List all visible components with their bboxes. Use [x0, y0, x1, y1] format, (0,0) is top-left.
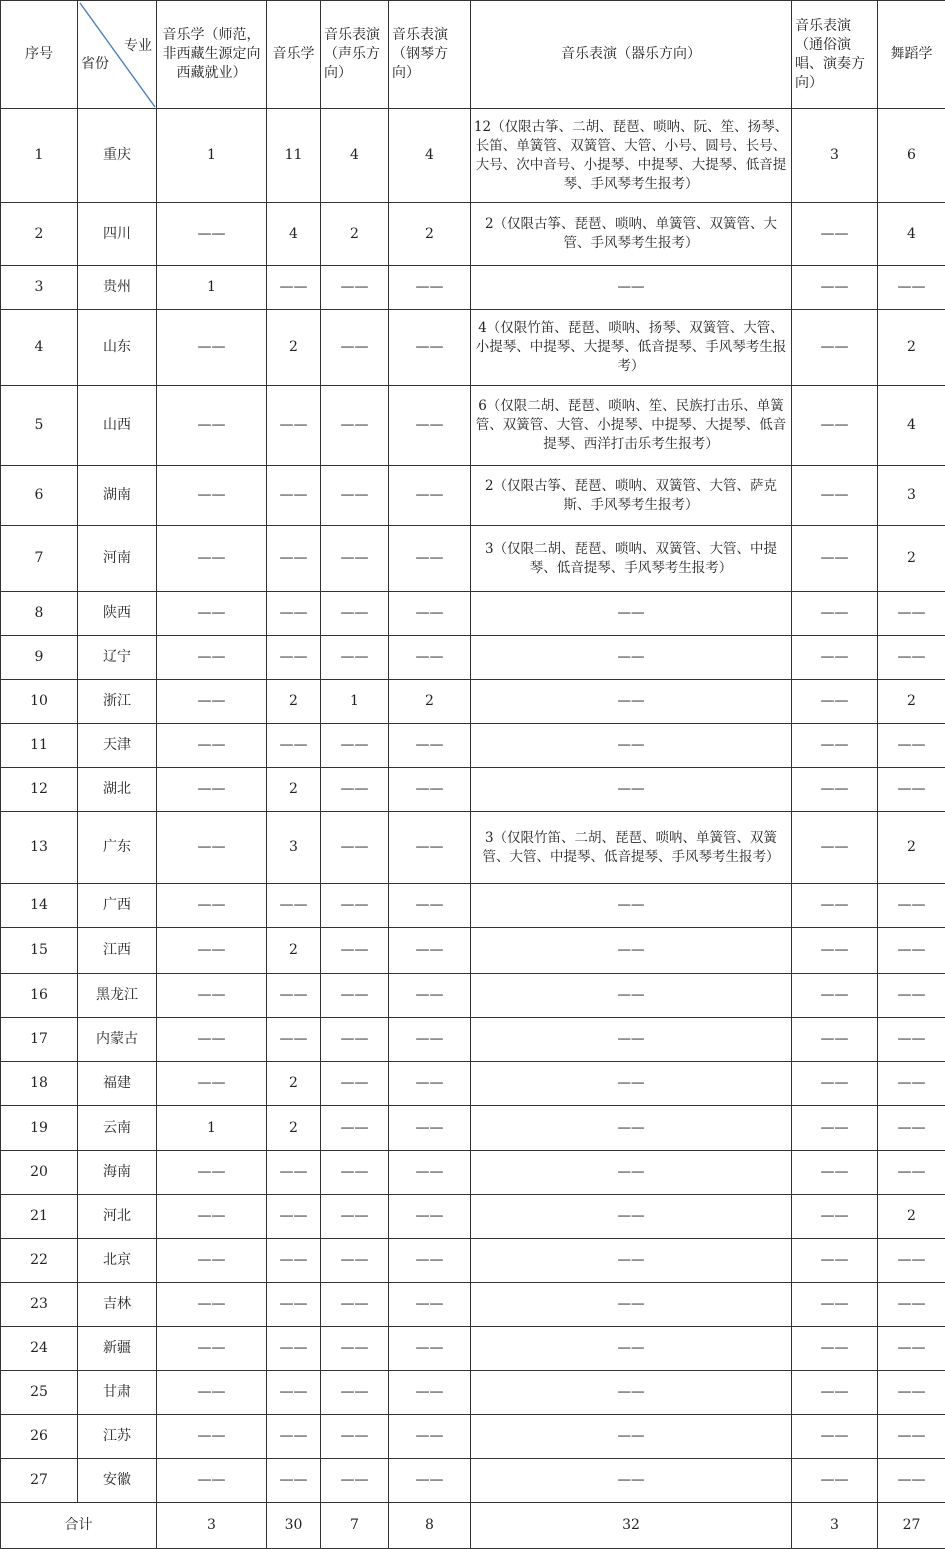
cell-teacher: ——: [157, 974, 267, 1018]
cell-teacher: 1: [157, 266, 267, 310]
cell-teacher: ——: [157, 526, 267, 592]
cell-seq: 8: [1, 592, 78, 636]
table-row: [1, 203, 945, 266]
table-row: [1, 724, 945, 768]
cell-teacher: 1: [157, 109, 267, 203]
cell-popular: 3: [792, 109, 878, 203]
cell-piano: ——: [389, 884, 471, 928]
cell-vocal: ——: [321, 928, 389, 974]
table-row: [1, 526, 945, 592]
cell-dance: 6: [878, 109, 945, 203]
cell-teacher: ——: [157, 1459, 267, 1503]
cell-instrument: ——: [471, 768, 792, 812]
cell-province: 黑龙江: [78, 974, 157, 1018]
cell-province: 陕西: [78, 592, 157, 636]
cell-instrument: 6（仅限二胡、琵琶、唢呐、笙、民族打击乐、单簧管、双簧管、大管、小提琴、中提琴、大提琴、低音提琴、西洋打击乐考生报考）: [471, 386, 792, 466]
cell-instrument: ——: [471, 266, 792, 310]
cell-instrument: 3（仅限二胡、琵琶、唢呐、双簧管、大管、中提琴、低音提琴、手风琴考生报考）: [471, 526, 792, 592]
cell-instrument: 2（仅限古筝、琵琶、唢呐、双簧管、大管、萨克斯、手风琴考生报考）: [471, 466, 792, 526]
cell-province: 山东: [78, 310, 157, 386]
cell-seq: 5: [1, 386, 78, 466]
cell-instrument: ——: [471, 1459, 792, 1503]
cell-piano: ——: [389, 724, 471, 768]
header-piano: 音乐表演（钢琴方向）: [389, 1, 471, 109]
cell-piano: ——: [389, 1459, 471, 1503]
total-row: [1, 1503, 945, 1549]
cell-musicology: ——: [267, 1018, 321, 1062]
cell-popular: ——: [792, 680, 878, 724]
cell-dance: 2: [878, 1195, 945, 1239]
total-instrument: 32: [471, 1503, 792, 1549]
table-row: [1, 466, 945, 526]
table-row: [1, 1371, 945, 1415]
cell-vocal: ——: [321, 1195, 389, 1239]
cell-piano: ——: [389, 466, 471, 526]
cell-piano: ——: [389, 266, 471, 310]
cell-instrument: ——: [471, 974, 792, 1018]
cell-province: 新疆: [78, 1327, 157, 1371]
cell-piano: ——: [389, 1195, 471, 1239]
cell-vocal: ——: [321, 526, 389, 592]
cell-piano: ——: [389, 1151, 471, 1195]
total-teacher: 3: [157, 1503, 267, 1549]
cell-popular: ——: [792, 812, 878, 884]
cell-seq: 10: [1, 680, 78, 724]
cell-teacher: ——: [157, 1283, 267, 1327]
cell-popular: ——: [792, 1106, 878, 1151]
cell-dance: 2: [878, 812, 945, 884]
cell-dance: ——: [878, 1283, 945, 1327]
cell-instrument: ——: [471, 1239, 792, 1283]
cell-dance: ——: [878, 1239, 945, 1283]
cell-vocal: ——: [321, 768, 389, 812]
cell-province: 北京: [78, 1239, 157, 1283]
cell-dance: ——: [878, 1459, 945, 1503]
cell-instrument: ——: [471, 928, 792, 974]
cell-dance: 2: [878, 526, 945, 592]
cell-teacher: ——: [157, 1018, 267, 1062]
cell-instrument: 3（仅限竹笛、二胡、琵琶、唢呐、单簧管、双簧管、大管、中提琴、低音提琴、手风琴考生报考）: [471, 812, 792, 884]
cell-seq: 16: [1, 974, 78, 1018]
cell-musicology: ——: [267, 466, 321, 526]
cell-piano: ——: [389, 1415, 471, 1459]
cell-vocal: ——: [321, 1106, 389, 1151]
cell-popular: ——: [792, 203, 878, 266]
cell-dance: 2: [878, 680, 945, 724]
header-vocal: 音乐表演（声乐方向）: [321, 1, 389, 109]
cell-popular: ——: [792, 310, 878, 386]
cell-seq: 11: [1, 724, 78, 768]
table-row: [1, 1327, 945, 1371]
cell-piano: ——: [389, 1327, 471, 1371]
cell-piano: ——: [389, 1018, 471, 1062]
cell-dance: ——: [878, 884, 945, 928]
cell-teacher: ——: [157, 1062, 267, 1106]
cell-instrument: 4（仅限竹笛、琵琶、唢呐、扬琴、双簧管、大管、小提琴、中提琴、大提琴、低音提琴、手风琴考生报考）: [471, 310, 792, 386]
table-row: [1, 1195, 945, 1239]
total-label: 合计: [1, 1503, 157, 1549]
cell-dance: ——: [878, 1415, 945, 1459]
cell-piano: ——: [389, 1371, 471, 1415]
cell-teacher: ——: [157, 1415, 267, 1459]
total-popular: 3: [792, 1503, 878, 1549]
cell-musicology: ——: [267, 1195, 321, 1239]
cell-instrument: ——: [471, 1327, 792, 1371]
cell-teacher: ——: [157, 386, 267, 466]
cell-dance: 2: [878, 310, 945, 386]
cell-musicology: ——: [267, 974, 321, 1018]
header-diagonal-cell: [78, 1, 157, 109]
cell-popular: ——: [792, 974, 878, 1018]
cell-teacher: ——: [157, 1371, 267, 1415]
cell-province: 贵州: [78, 266, 157, 310]
cell-musicology: ——: [267, 1415, 321, 1459]
cell-province: 河南: [78, 526, 157, 592]
header-province-label: 省份: [81, 55, 109, 74]
table-row: [1, 974, 945, 1018]
cell-musicology: ——: [267, 1151, 321, 1195]
cell-province: 江西: [78, 928, 157, 974]
table-row: [1, 1459, 945, 1503]
cell-popular: ——: [792, 768, 878, 812]
cell-popular: ——: [792, 1195, 878, 1239]
cell-vocal: ——: [321, 1371, 389, 1415]
cell-province: 吉林: [78, 1283, 157, 1327]
cell-dance: ——: [878, 1106, 945, 1151]
cell-seq: 15: [1, 928, 78, 974]
cell-dance: ——: [878, 1371, 945, 1415]
cell-musicology: 2: [267, 1106, 321, 1151]
cell-musicology: 3: [267, 812, 321, 884]
cell-seq: 1: [1, 109, 78, 203]
cell-vocal: 2: [321, 203, 389, 266]
table-row: [1, 1018, 945, 1062]
cell-province: 福建: [78, 1062, 157, 1106]
cell-instrument: ——: [471, 592, 792, 636]
cell-instrument: ——: [471, 1018, 792, 1062]
cell-seq: 3: [1, 266, 78, 310]
cell-vocal: ——: [321, 1459, 389, 1503]
cell-province: 天津: [78, 724, 157, 768]
header-instrument: 音乐表演（器乐方向）: [471, 1, 792, 109]
table-row: [1, 1415, 945, 1459]
cell-instrument: ——: [471, 1415, 792, 1459]
cell-instrument: 12（仅限古筝、二胡、琵琶、唢呐、阮、笙、扬琴、长笛、单簧管、双簧管、大管、小号、圆号、长号、大号、次中音号、小提琴、中提琴、大提琴、低音提琴、手风琴考生报考）: [471, 109, 792, 203]
cell-teacher: ——: [157, 310, 267, 386]
cell-teacher: 1: [157, 1106, 267, 1151]
cell-dance: 3: [878, 466, 945, 526]
cell-musicology: ——: [267, 724, 321, 768]
cell-dance: ——: [878, 636, 945, 680]
cell-seq: 27: [1, 1459, 78, 1503]
cell-musicology: 2: [267, 928, 321, 974]
cell-piano: 2: [389, 203, 471, 266]
header-row: [1, 1, 945, 109]
table-row: [1, 386, 945, 466]
cell-seq: 7: [1, 526, 78, 592]
cell-piano: ——: [389, 636, 471, 680]
cell-popular: ——: [792, 724, 878, 768]
cell-musicology: 2: [267, 680, 321, 724]
table-body: [1, 109, 945, 1503]
cell-popular: ——: [792, 1371, 878, 1415]
cell-musicology: ——: [267, 1371, 321, 1415]
cell-teacher: ——: [157, 768, 267, 812]
cell-musicology: ——: [267, 266, 321, 310]
cell-instrument: ——: [471, 1106, 792, 1151]
cell-vocal: ——: [321, 1239, 389, 1283]
cell-instrument: ——: [471, 1062, 792, 1106]
cell-province: 辽宁: [78, 636, 157, 680]
table-row: [1, 1283, 945, 1327]
cell-vocal: ——: [321, 724, 389, 768]
header-musicology: 音乐学: [267, 1, 321, 109]
table-row: [1, 680, 945, 724]
cell-popular: ——: [792, 1062, 878, 1106]
cell-piano: 4: [389, 109, 471, 203]
cell-province: 河北: [78, 1195, 157, 1239]
cell-dance: ——: [878, 1151, 945, 1195]
cell-popular: ——: [792, 526, 878, 592]
cell-musicology: ——: [267, 1239, 321, 1283]
cell-teacher: ——: [157, 884, 267, 928]
table-row: [1, 1151, 945, 1195]
cell-seq: 2: [1, 203, 78, 266]
cell-teacher: ——: [157, 1327, 267, 1371]
cell-vocal: 1: [321, 680, 389, 724]
cell-popular: ——: [792, 884, 878, 928]
cell-province: 四川: [78, 203, 157, 266]
cell-musicology: ——: [267, 884, 321, 928]
cell-instrument: ——: [471, 1195, 792, 1239]
cell-instrument: ——: [471, 680, 792, 724]
cell-dance: ——: [878, 768, 945, 812]
table-row: [1, 1106, 945, 1151]
cell-piano: ——: [389, 592, 471, 636]
cell-popular: ——: [792, 1459, 878, 1503]
cell-teacher: ——: [157, 466, 267, 526]
cell-seq: 18: [1, 1062, 78, 1106]
cell-musicology: ——: [267, 386, 321, 466]
table-row: [1, 928, 945, 974]
cell-seq: 13: [1, 812, 78, 884]
cell-seq: 26: [1, 1415, 78, 1459]
cell-teacher: ——: [157, 203, 267, 266]
cell-vocal: ——: [321, 884, 389, 928]
cell-popular: ——: [792, 1327, 878, 1371]
cell-dance: ——: [878, 974, 945, 1018]
cell-vocal: ——: [321, 1415, 389, 1459]
cell-province: 浙江: [78, 680, 157, 724]
cell-teacher: ——: [157, 1151, 267, 1195]
cell-vocal: ——: [321, 1062, 389, 1106]
table-row: [1, 1239, 945, 1283]
cell-seq: 25: [1, 1371, 78, 1415]
cell-teacher: ——: [157, 812, 267, 884]
cell-seq: 17: [1, 1018, 78, 1062]
cell-piano: ——: [389, 386, 471, 466]
cell-seq: 4: [1, 310, 78, 386]
cell-musicology: ——: [267, 1283, 321, 1327]
cell-instrument: ——: [471, 1151, 792, 1195]
cell-dance: ——: [878, 1018, 945, 1062]
cell-instrument: ——: [471, 1283, 792, 1327]
cell-musicology: 2: [267, 768, 321, 812]
cell-dance: ——: [878, 592, 945, 636]
cell-dance: 4: [878, 386, 945, 466]
cell-popular: ——: [792, 1018, 878, 1062]
cell-province: 山西: [78, 386, 157, 466]
cell-piano: ——: [389, 1106, 471, 1151]
cell-dance: ——: [878, 1062, 945, 1106]
cell-instrument: ——: [471, 1371, 792, 1415]
cell-piano: ——: [389, 1283, 471, 1327]
cell-province: 甘肃: [78, 1371, 157, 1415]
cell-teacher: ——: [157, 636, 267, 680]
table-row: [1, 1062, 945, 1106]
cell-teacher: ——: [157, 680, 267, 724]
cell-vocal: 4: [321, 109, 389, 203]
cell-dance: 4: [878, 203, 945, 266]
cell-province: 广西: [78, 884, 157, 928]
cell-musicology: ——: [267, 1327, 321, 1371]
cell-seq: 6: [1, 466, 78, 526]
cell-popular: ——: [792, 928, 878, 974]
cell-instrument: ——: [471, 636, 792, 680]
cell-piano: ——: [389, 812, 471, 884]
cell-piano: ——: [389, 310, 471, 386]
cell-teacher: ——: [157, 928, 267, 974]
cell-seq: 22: [1, 1239, 78, 1283]
cell-piano: ——: [389, 1062, 471, 1106]
header-seq: 序号: [1, 1, 78, 109]
header-dance: 舞蹈学: [878, 1, 945, 109]
header-music-teacher: 音乐学（师范，非西藏生源定向西藏就业）: [157, 1, 267, 109]
cell-seq: 12: [1, 768, 78, 812]
cell-province: 安徽: [78, 1459, 157, 1503]
cell-musicology: 4: [267, 203, 321, 266]
total-musicology: 30: [267, 1503, 321, 1549]
cell-vocal: ——: [321, 974, 389, 1018]
cell-musicology: ——: [267, 1459, 321, 1503]
cell-seq: 9: [1, 636, 78, 680]
cell-musicology: ——: [267, 592, 321, 636]
table-row: [1, 266, 945, 310]
cell-province: 海南: [78, 1151, 157, 1195]
cell-popular: ——: [792, 1151, 878, 1195]
cell-musicology: 2: [267, 310, 321, 386]
cell-piano: ——: [389, 974, 471, 1018]
cell-instrument: ——: [471, 884, 792, 928]
cell-piano: ——: [389, 526, 471, 592]
cell-piano: 2: [389, 680, 471, 724]
cell-teacher: ——: [157, 724, 267, 768]
cell-dance: ——: [878, 724, 945, 768]
cell-vocal: ——: [321, 466, 389, 526]
cell-musicology: ——: [267, 526, 321, 592]
cell-popular: ——: [792, 636, 878, 680]
table-row: [1, 592, 945, 636]
cell-musicology: 2: [267, 1062, 321, 1106]
table-row: [1, 310, 945, 386]
cell-popular: ——: [792, 592, 878, 636]
cell-province: 湖南: [78, 466, 157, 526]
cell-vocal: ——: [321, 266, 389, 310]
cell-seq: 14: [1, 884, 78, 928]
cell-dance: ——: [878, 1327, 945, 1371]
table-row: [1, 636, 945, 680]
cell-province: 内蒙古: [78, 1018, 157, 1062]
cell-musicology: ——: [267, 636, 321, 680]
cell-popular: ——: [792, 266, 878, 310]
table-row: [1, 884, 945, 928]
cell-teacher: ——: [157, 592, 267, 636]
cell-popular: ——: [792, 1283, 878, 1327]
cell-vocal: ——: [321, 386, 389, 466]
cell-province: 湖北: [78, 768, 157, 812]
cell-province: 广东: [78, 812, 157, 884]
cell-piano: ——: [389, 768, 471, 812]
cell-vocal: ——: [321, 636, 389, 680]
table-row: [1, 768, 945, 812]
cell-piano: ——: [389, 928, 471, 974]
cell-vocal: ——: [321, 1151, 389, 1195]
cell-seq: 23: [1, 1283, 78, 1327]
cell-vocal: ——: [321, 1327, 389, 1371]
cell-vocal: ——: [321, 592, 389, 636]
cell-vocal: ——: [321, 1018, 389, 1062]
cell-seq: 20: [1, 1151, 78, 1195]
cell-popular: ——: [792, 1239, 878, 1283]
table-row: [1, 812, 945, 884]
header-popular: 音乐表演（通俗演唱、演奏方向）: [792, 1, 878, 109]
cell-province: 江苏: [78, 1415, 157, 1459]
cell-popular: ——: [792, 386, 878, 466]
cell-teacher: ——: [157, 1239, 267, 1283]
cell-vocal: ——: [321, 310, 389, 386]
cell-seq: 24: [1, 1327, 78, 1371]
cell-dance: ——: [878, 266, 945, 310]
cell-vocal: ——: [321, 812, 389, 884]
cell-instrument: 2（仅限古筝、琵琶、唢呐、单簧管、双簧管、大管、手风琴考生报考）: [471, 203, 792, 266]
header-major-label: 专业: [124, 37, 152, 56]
total-dance: 27: [878, 1503, 945, 1549]
cell-dance: ——: [878, 928, 945, 974]
cell-musicology: 11: [267, 109, 321, 203]
cell-instrument: ——: [471, 724, 792, 768]
total-vocal: 7: [321, 1503, 389, 1549]
cell-seq: 21: [1, 1195, 78, 1239]
cell-piano: ——: [389, 1239, 471, 1283]
cell-popular: ——: [792, 1415, 878, 1459]
total-piano: 8: [389, 1503, 471, 1549]
table-row: [1, 109, 945, 203]
cell-province: 云南: [78, 1106, 157, 1151]
cell-teacher: ——: [157, 1195, 267, 1239]
cell-popular: ——: [792, 466, 878, 526]
cell-province: 重庆: [78, 109, 157, 203]
cell-vocal: ——: [321, 1283, 389, 1327]
cell-seq: 19: [1, 1106, 78, 1151]
